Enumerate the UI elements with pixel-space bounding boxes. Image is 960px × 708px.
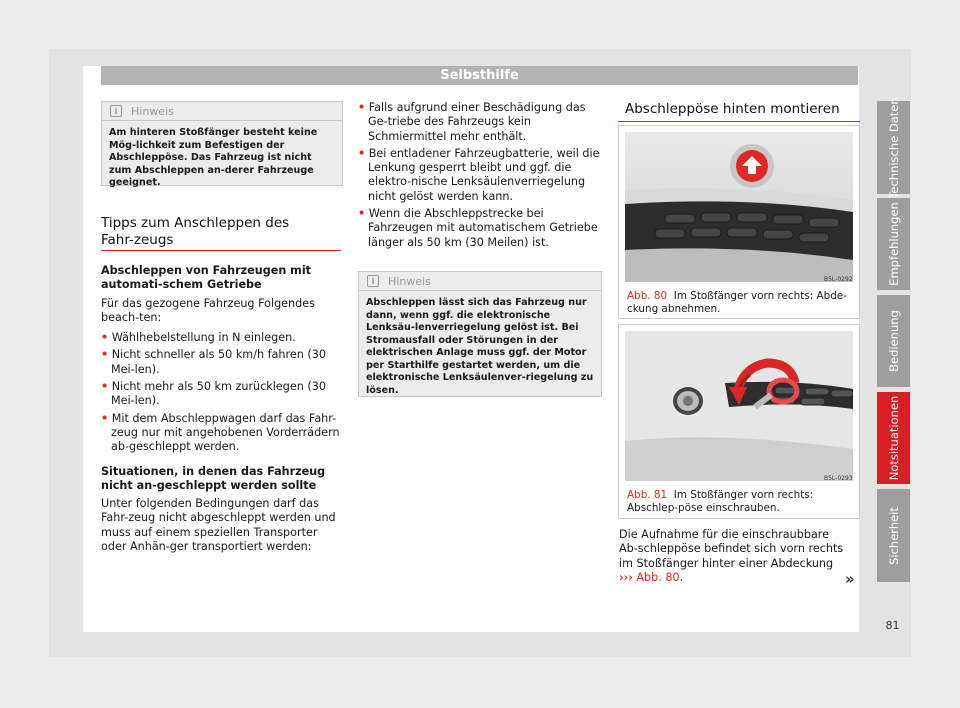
figure-label: Abb. 80 bbox=[627, 290, 668, 302]
bullet-dot: • bbox=[101, 411, 109, 425]
bullet-dot: • bbox=[101, 331, 109, 345]
figure-code: B5L-0293 bbox=[824, 475, 853, 482]
paragraph-situations: Unter folgenden Bedingungen darf das Fahr-zeug nicht abgeschleppt werden und muss auf einem speziellen Transporter oder Anhän-ger transportiert werden: bbox=[101, 497, 336, 554]
hint-text: Abschleppen lässt sich das Fahrzeug nur dann, wenn ggf. die elektronische Lenksäu-lenverriegelung gelöst ist. Bei Stromausfall oder Störungen in der elektrischen Anlage muss ggf. der Motor per Starthilfe gestartet werden, um die elektronische Lenksäulenver-riegelung zu lösen. bbox=[366, 297, 594, 396]
bullet-dot: • bbox=[358, 146, 366, 160]
tab-technische-daten[interactable] bbox=[877, 96, 910, 199]
continue-marker: » bbox=[845, 570, 855, 588]
figure-code: B5L-0292 bbox=[824, 276, 853, 283]
hint-header bbox=[359, 272, 601, 291]
bullet-text: Nicht mehr als 50 km zurücklegen (30 Mei-len). bbox=[111, 380, 326, 408]
hint-header bbox=[102, 102, 342, 121]
figure-caption bbox=[627, 290, 853, 316]
hint-label: Hinweis bbox=[131, 104, 174, 118]
info-icon: i bbox=[110, 105, 122, 117]
hint-box-left bbox=[101, 101, 343, 186]
bullet-dot: • bbox=[358, 207, 366, 221]
bullet-text: Falls aufgrund einer Beschädigung das Ge-triebe des Fahrzeugs kein Schmiermittel mehr enthält. bbox=[368, 101, 586, 143]
paragraph-end: . bbox=[679, 570, 684, 584]
figure-reference-link[interactable]: Abb. 80 bbox=[636, 570, 680, 584]
bullet-text: Mit dem Abschleppwagen darf das Fahr-zeug nur mit angehobenen Vorderrädern ab-geschleppt werden. bbox=[111, 411, 340, 454]
figure-reference-arrows: ››› bbox=[619, 570, 633, 584]
figure-label: Abb. 81 bbox=[627, 489, 668, 501]
tab-bedienung[interactable] bbox=[877, 295, 910, 387]
figure-image-tow-eye bbox=[625, 331, 853, 481]
bullet-text: Nicht schneller als 50 km/h fahren (30 Mei-len). bbox=[111, 348, 326, 376]
bullet-dot: • bbox=[101, 380, 109, 394]
page-number: 81 bbox=[885, 619, 900, 632]
middle-text-column bbox=[358, 101, 600, 253]
bullet-text: Wenn die Abschleppstrecke bei Fahrzeugen mit automatischem Getriebe länger als 50 km (30 Meilen) ist. bbox=[368, 207, 598, 249]
hint-text: Am hinteren Stoßfänger besteht keine Mög-lichkeit zum Befestigen der Abschleppöse. Das Fahrzeug ist nicht zum Abschleppen an-derer Fahrzeuge geeignet. bbox=[109, 127, 318, 188]
bullet-dot: • bbox=[101, 348, 109, 362]
left-text-column bbox=[101, 264, 343, 561]
bullet-item bbox=[358, 101, 600, 144]
section-title-anschleppen: Tipps zum Anschleppen des Fahr-zeugs bbox=[101, 215, 290, 248]
bullet-item bbox=[101, 380, 343, 409]
figure-caption-text: Im Stoßfänger vorn rechts: Abde-ckung abnehmen. bbox=[627, 290, 847, 315]
tab-label: Technische Daten bbox=[886, 96, 901, 199]
bullet-item bbox=[101, 331, 343, 345]
info-icon: i bbox=[367, 275, 379, 287]
tab-label: Bedienung bbox=[886, 310, 901, 372]
page-header: Selbsthilfe bbox=[101, 66, 858, 85]
tab-label: Empfehlungen bbox=[886, 202, 901, 286]
tab-notsituationen[interactable] bbox=[877, 392, 910, 484]
paragraph-intro: Für das gezogene Fahrzeug Folgendes beach-ten: bbox=[101, 296, 315, 324]
tab-label: Sicherheit bbox=[886, 506, 901, 565]
figure-81 bbox=[618, 324, 860, 519]
subheading-situations: Situationen, in denen das Fahrzeug nicht an-geschleppt werden sollte bbox=[101, 464, 326, 492]
bullet-item bbox=[101, 412, 343, 455]
subheading-automatic: Abschleppen von Fahrzeugen mit automati-schem Getriebe bbox=[101, 264, 312, 292]
bullet-text: Wählhebelstellung in N einlegen. bbox=[111, 331, 296, 345]
right-text-paragraph bbox=[619, 528, 847, 585]
section-title-rule bbox=[618, 121, 860, 122]
bullet-item bbox=[358, 147, 600, 204]
figure-80 bbox=[618, 125, 860, 319]
figure-caption bbox=[627, 489, 853, 515]
tab-label: Notsituationen bbox=[886, 395, 901, 481]
tab-empfehlungen[interactable] bbox=[877, 198, 910, 290]
section-title-abschleppoese: Abschleppöse hinten montieren bbox=[625, 101, 840, 117]
bullet-dot: • bbox=[358, 101, 366, 114]
hint-box-middle bbox=[358, 271, 602, 397]
tab-sicherheit[interactable] bbox=[877, 489, 910, 582]
figure-image-bumper-cover bbox=[625, 132, 853, 282]
bullet-text: Bei entladener Fahrzeugbatterie, weil die Lenkung gesperrt bleibt und ggf. die elektro-nische Lenksäulenverriegelung nicht gelöst werden kann. bbox=[368, 146, 600, 203]
bullet-item bbox=[358, 207, 600, 250]
section-title-rule bbox=[101, 250, 341, 251]
figure-caption-text: Im Stoßfänger vorn rechts: Abschlep-pöse einschrauben. bbox=[627, 489, 814, 514]
bullet-item bbox=[101, 348, 343, 377]
hint-label: Hinweis bbox=[388, 274, 431, 288]
paragraph-text: Die Aufnahme für die einschraubbare Ab-schleppöse befindet sich vorn rechts im Stoßfänger hinter einer Abdeckung bbox=[619, 528, 844, 570]
